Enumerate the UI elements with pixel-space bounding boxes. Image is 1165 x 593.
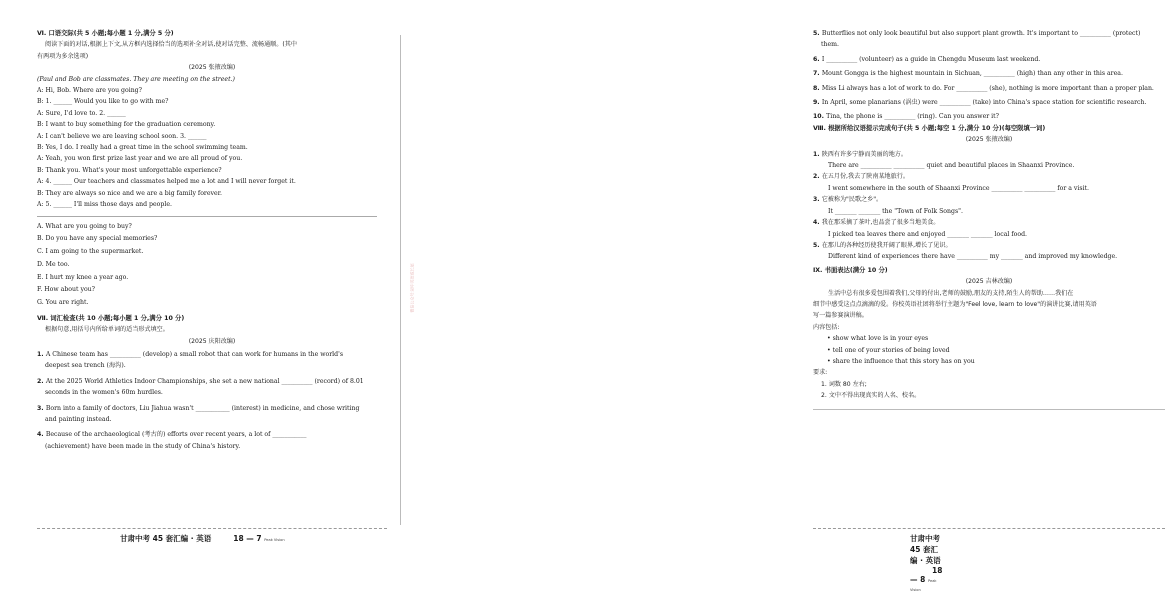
vocab-question-1-cont: deepest sea trench (海沟). bbox=[45, 362, 126, 370]
option-g: G. You are right. bbox=[37, 299, 89, 307]
dialogue-line: B: Thank you. What's your most unforgettable experience? bbox=[37, 166, 222, 174]
translate-1-chinese: 1. 陕西有许多宁静而美丽的地方。 bbox=[813, 150, 907, 158]
content-bullet: • tell one of your stories of being loved bbox=[827, 346, 950, 354]
section-8-title: Ⅷ. 根据所给汉语提示完成句子(共 5 小题;每空 1 分,满分 10 分)(每空限填一词) bbox=[813, 124, 1046, 132]
right-column bbox=[813, 28, 1165, 410]
writing-prompt-cont: 细节中感受这点点滴滴的爱。你校英语社团将举行主题为"Feel love, learn to love"的演讲比赛,请用英语 bbox=[813, 300, 1097, 308]
section-9-source: (2025 吉林改编) bbox=[965, 278, 1013, 286]
footer-logo-text: Peak Vision bbox=[910, 579, 937, 592]
vocab-question-4: 4. Because of the archaeological (考古的) efforts over recent years, a lot of ___________ bbox=[37, 431, 307, 439]
options-divider bbox=[37, 216, 377, 217]
vocab-question-9: 9. In April, some planarians (涡虫) were __________ (take) into China's space station for scientific research. bbox=[813, 99, 1147, 107]
section-6-instruction-cont: 有两项为多余选项) bbox=[37, 52, 89, 60]
section-6-title: Ⅵ. 口语交际(共 5 小题;每小题 1 分,满分 5 分) bbox=[37, 30, 174, 37]
content-label: 内容包括: bbox=[813, 323, 840, 331]
requirements-label: 要求: bbox=[813, 369, 828, 377]
translate-2-chinese: 2. 在五月份,我去了陕南某地旅行。 bbox=[813, 173, 909, 181]
dialogue-line: B: Yes, I do. I really had a great time in the school swimming team. bbox=[37, 144, 248, 152]
footer-logo-text: Peak Vision bbox=[264, 538, 285, 542]
translate-5-chinese: 5. 在那儿的各种经历使我开阔了眼界,增长了见识。 bbox=[813, 241, 952, 249]
option-d: D. Me too. bbox=[37, 260, 70, 268]
option-e: E. I hurt my knee a year ago. bbox=[37, 273, 129, 281]
vocab-question-5: 5. Butterflies not only look beautiful but also support plant growth. It's important to __________ (protect) bbox=[813, 30, 1141, 37]
dialogue-line: A: Hi, Bob. Where are you going? bbox=[37, 87, 142, 95]
section-7-instruction: 根据句意,用括号内所给单词的适当形式填空。 bbox=[45, 326, 169, 334]
options-box bbox=[37, 221, 387, 309]
dialogue-line: A: Sure, I'd love to. 2. ______ bbox=[37, 109, 126, 117]
vocab-question-3-cont: and painting instead. bbox=[45, 415, 112, 423]
translate-2-english: I went somewhere in the south of Shaanxi Province __________ __________ for a visit. bbox=[828, 184, 1090, 192]
right-page bbox=[400, 0, 1154, 592]
writing-area-line bbox=[813, 409, 1165, 410]
dialogue-context: (Paul and Bob are classmates. They are meeting on the street.) bbox=[37, 75, 235, 83]
section-8-source: (2025 张掖改编) bbox=[965, 136, 1013, 144]
requirement-item: 2. 文中不得出现真实的人名、校名。 bbox=[821, 392, 921, 400]
footer-rule bbox=[37, 528, 387, 529]
writing-prompt-cont: 写一篇参赛演讲稿。 bbox=[813, 312, 868, 320]
dialogue-line: A: Yeah, you won first prize last year and we are all proud of you. bbox=[37, 155, 243, 163]
vocab-question-2: 2. At the 2025 World Athletics Indoor Championships, she set a new national __________ (record) of 8.01 bbox=[37, 377, 364, 385]
page-number: 18 — 7 bbox=[233, 534, 262, 543]
vocab-question-6: 6. I __________ (volunteer) as a guide in Chengdu Museum last weekend. bbox=[813, 55, 1041, 63]
vocab-question-7: 7. Mount Gongga is the highest mountain in Sichuan, __________ (high) than any other in this area. bbox=[813, 70, 1123, 78]
translate-3-chinese: 3. 它被称为"民歌之乡"。 bbox=[813, 196, 883, 204]
vocab-question-10: 10. Tina, the phone is __________ (ring). Can you answer it? bbox=[813, 113, 999, 121]
option-c: C. I am going to the supermarket. bbox=[37, 248, 144, 256]
footer-title: 甘肃中考 45 套汇编 · 英语 bbox=[910, 534, 941, 565]
vocab-question-1: 1. A Chinese team has __________ (develop) a small robot that can work for humans in the world's bbox=[37, 350, 343, 358]
translate-4-english: I picked tea leaves there and enjoyed _______ _______ local food. bbox=[828, 230, 1028, 238]
watermark-stamp: 微信公众号:初中英语成长屋 bbox=[409, 263, 415, 313]
dialogue-line: A: 5. ______ I'll miss those days and people. bbox=[37, 201, 172, 209]
translate-1-english: There are __________ __________ quiet and beautiful places in Shaanxi Province. bbox=[828, 162, 1075, 170]
dialogue-line: B: I want to buy something for the graduation ceremony. bbox=[37, 121, 216, 129]
section-6-source: (2025 张掖改编) bbox=[188, 64, 236, 72]
footer bbox=[910, 533, 942, 593]
option-a: A. What are you going to buy? bbox=[37, 222, 132, 230]
vocab-question-3: 3. Born into a family of doctors, Liu Jiahua wasn't ___________ (interest) in medicine, and chose writing bbox=[37, 404, 360, 412]
dialogue-line: B: 1. ______ Would you like to go with me? bbox=[37, 98, 169, 106]
writing-prompt: 生活中总有很多爱包围着我们,父母的付出,老师的鼓励,朋友的支持,陌生人的帮助……我们在 bbox=[828, 289, 1074, 297]
footer-rule bbox=[813, 528, 1165, 529]
option-b: B. Do you have any special memories? bbox=[37, 235, 158, 243]
vocab-question-4-cont: (achievement) have been made in the study of China's history. bbox=[45, 442, 241, 450]
dialogue bbox=[37, 85, 387, 210]
section-7-title: Ⅶ. 词汇检查(共 10 小题;每小题 1 分,满分 10 分) bbox=[37, 314, 185, 322]
section-7-source: (2025 庆阳改编) bbox=[188, 337, 236, 345]
option-f: F. How about you? bbox=[37, 286, 95, 294]
page-number: 18 — 8 bbox=[910, 566, 943, 584]
vocab-question-5-cont: them. bbox=[821, 41, 839, 49]
left-page bbox=[0, 0, 415, 566]
content-bullet: • show what love is in your eyes bbox=[827, 335, 929, 343]
dialogue-line: B: They are always so nice and we are a big family forever. bbox=[37, 189, 222, 197]
requirement-item: 1. 词数 80 左右; bbox=[821, 380, 867, 388]
footer bbox=[120, 533, 285, 544]
content-bullet: • share the influence that this story has on you bbox=[827, 357, 975, 365]
vocab-question-2-cont: seconds in the women's 60m hurdles. bbox=[45, 389, 163, 397]
dialogue-line: A: 4. ______ Our teachers and classmates helped me a lot and I will never forget it. bbox=[37, 178, 296, 186]
translate-4-chinese: 4. 我在那采摘了茶叶,也品尝了很多当地美食。 bbox=[813, 219, 940, 227]
section-9-title: Ⅸ. 书面表达(满分 10 分) bbox=[813, 266, 888, 274]
translate-5-english: Different kind of experiences there have __________ my _______ and improved my knowledge. bbox=[828, 253, 1118, 261]
vocab-question-8: 8. Miss Li always has a lot of work to do. For __________ (she), nothing is more important than a proper plan. bbox=[813, 84, 1154, 92]
left-column bbox=[37, 28, 387, 452]
section-6-instruction: 阅读下面的对话,根据上下文,从方框内选择恰当的选项补全对话,使对话完整、流畅通顺。(其中 bbox=[45, 41, 297, 49]
dialogue-line: A: I can't believe we are leaving school soon. 3. ______ bbox=[37, 132, 207, 140]
translate-3-english: It _______ _______ the "Town of Folk Songs". bbox=[828, 207, 963, 215]
footer-title: 甘肃中考 45 套汇编 · 英语 bbox=[120, 534, 212, 543]
